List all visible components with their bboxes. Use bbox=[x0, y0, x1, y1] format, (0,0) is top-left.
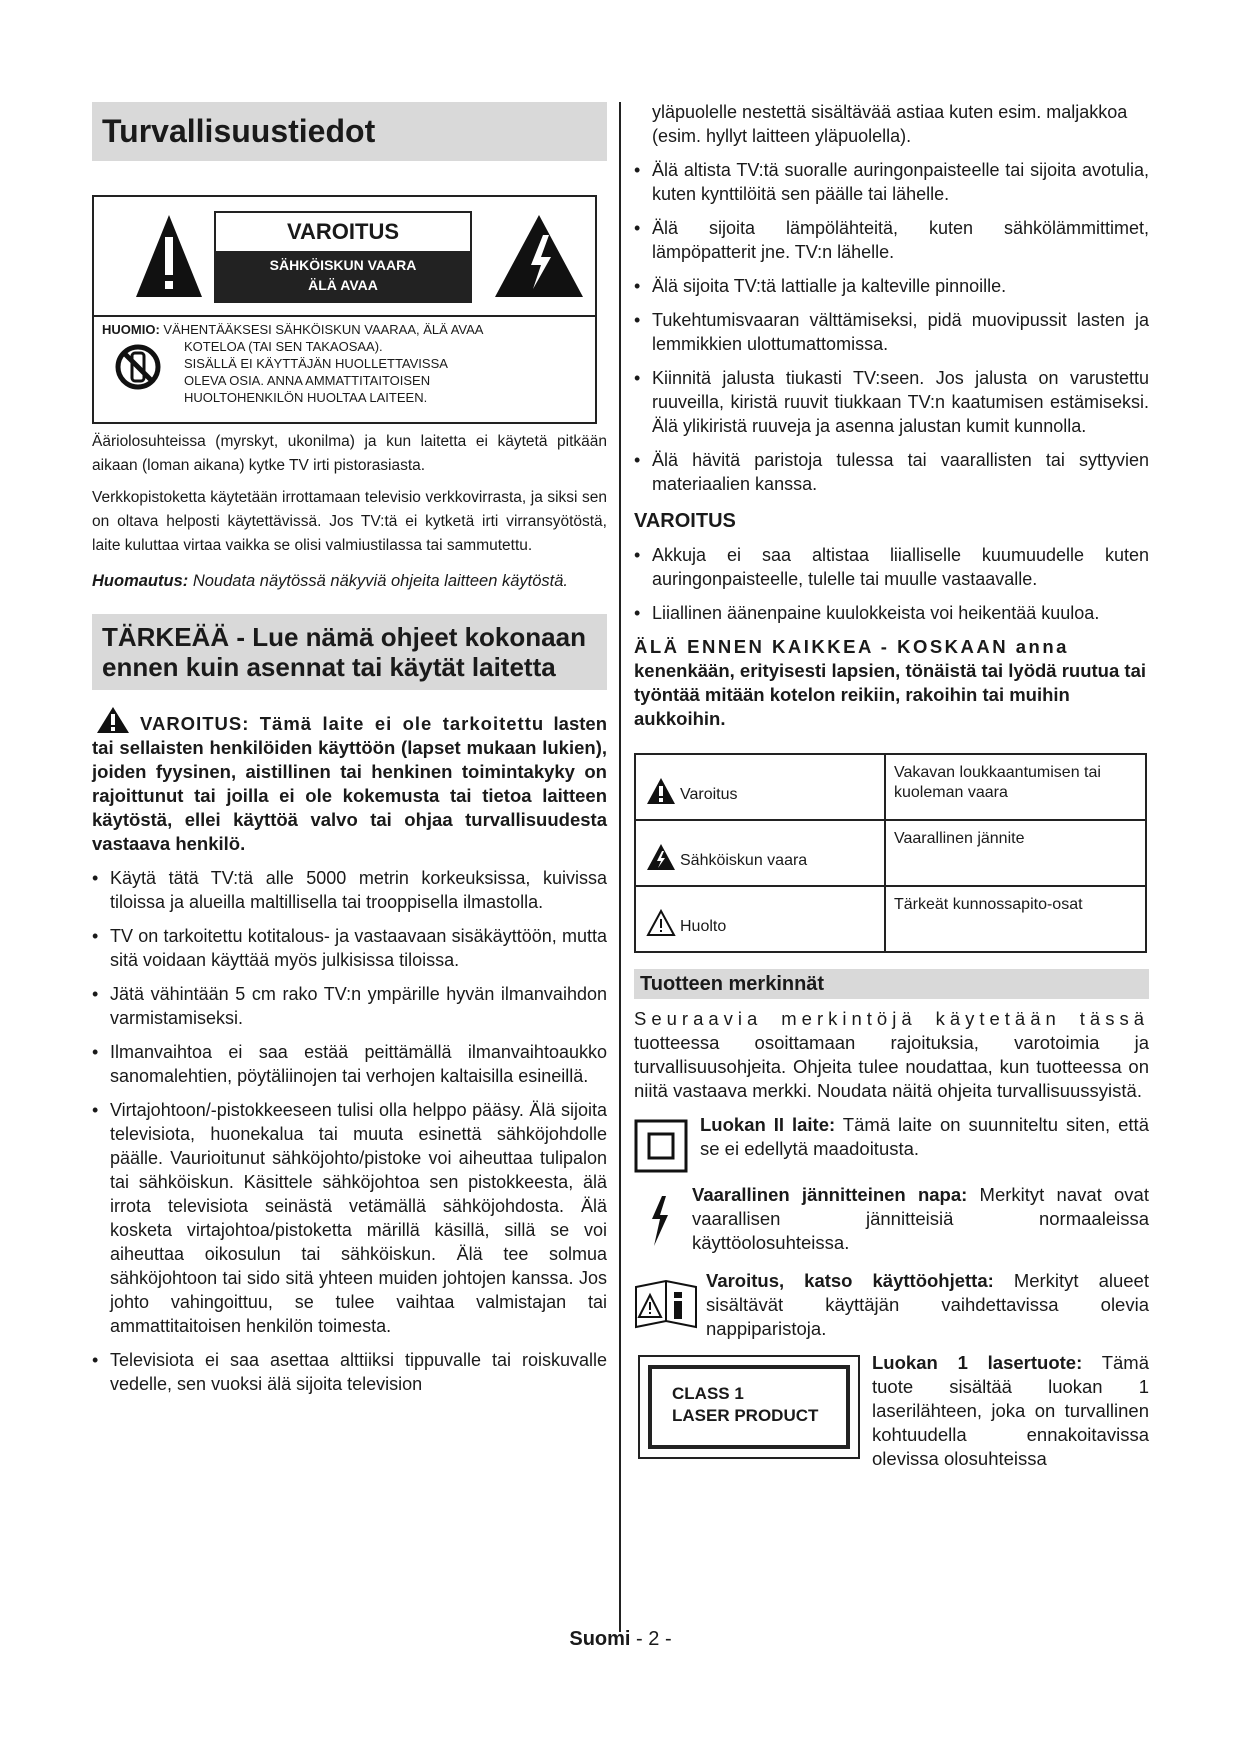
note-lead: Huomautus: bbox=[92, 572, 189, 590]
child-warning bbox=[92, 706, 607, 856]
right-column bbox=[634, 100, 1149, 1481]
continued-text: yläpuolelle nestettä sisältävää astiaa kuten esim. maljakkoa (esim. hyllyt laitteen yläpuolella). bbox=[652, 102, 1128, 146]
symbol-desc: Vaarallinen jännite bbox=[885, 820, 1146, 886]
mark-text bbox=[692, 1183, 1149, 1255]
symbol-cell bbox=[635, 754, 885, 820]
class-label-line2: LASER PRODUCT bbox=[672, 1406, 819, 1425]
huomio-lead: HUOMIO: bbox=[102, 322, 160, 337]
list-item: • Televisiota ei saa asettaa alttiiksi tippuvalle tai roiskuvalle vedelle, sen vuoksi älä sijoita television bbox=[92, 1348, 607, 1396]
mark-body: Merkityt alueet sisältävät käyttäjän vaihdettavissa olevia nappiparistoja. bbox=[706, 1270, 1149, 1339]
symbol-label: Varoitus bbox=[680, 786, 738, 803]
note-text: Noudata näytössä näkyviä ohjeita laitteen käytöstä. bbox=[188, 572, 568, 590]
right-bullet-list bbox=[634, 158, 1149, 496]
column-divider bbox=[619, 102, 621, 1632]
warning-triangle-icon bbox=[646, 777, 676, 805]
symbol-table bbox=[634, 753, 1147, 953]
mark-live-terminal bbox=[634, 1183, 1149, 1261]
table-row bbox=[635, 754, 1146, 820]
list-item: • Älä hävitä paristoja tulessa tai vaarallisten tai syttyvien materiaalien kanssa. bbox=[634, 448, 1149, 496]
list-item: • Ilmanvaihtoa ei saa estää peittämällä ilmanvaihtoaukko sanomalehtien, pöytäliinojen tai verhojen kaltaisilla esineillä. bbox=[92, 1040, 607, 1088]
plate-sub-line1: SÄHKÖISKUN VAARA bbox=[269, 257, 417, 273]
mark-body: Tämä laite on suunniteltu siten, että se ei edellytä maadoitusta. bbox=[700, 1114, 1149, 1159]
left-column bbox=[92, 102, 607, 1396]
symbol-desc: Vakavan loukkaantumisen tai kuoleman vaara bbox=[885, 754, 1146, 820]
never-warning bbox=[634, 635, 1149, 731]
mark-body: Merkityt navat ovat vaarallisen jännitteisiä normaaleissa käyttöolosuhteissa. bbox=[692, 1184, 1149, 1253]
mark-laser bbox=[634, 1351, 1149, 1481]
mark-lead: Vaarallinen jännitteinen napa: bbox=[692, 1184, 968, 1205]
page-title: Turvallisuustiedot bbox=[92, 102, 607, 161]
list-item: • Tukehtumisvaaran välttämiseksi, pidä muovipussit lasten ja lemmikkien ulottumattomissa. bbox=[634, 308, 1149, 356]
huomio-line3: SISÄLLÄ EI KÄYTTÄJÄN HUOLLETTAVISSA bbox=[184, 356, 448, 371]
markings-intro-lead: Seuraavia merkintöjä käytetään tässä bbox=[634, 1008, 1149, 1029]
page-footer bbox=[0, 1628, 1241, 1651]
paragraph-plug: Verkkopistoketta käytetään irrottamaan televisio verkkovirrasta, ja siksi sen on oltava helposti käytettävissä. Jos TV:tä ei kytketä irti virransyötöstä, laite kuluttaa virtaa vaikka se olisi valmiustilassa tai sammutettu. bbox=[92, 489, 607, 554]
list-item: • Älä sijoita lämpölähteitä, kuten sähkölämmittimet, lämpöpatterit jne. TV:n lähelle. bbox=[634, 216, 1149, 264]
symbol-cell bbox=[635, 820, 885, 886]
table-row bbox=[635, 886, 1146, 952]
markings-intro bbox=[634, 1007, 1149, 1103]
plate-subtitle bbox=[216, 251, 470, 301]
never-warning-text: kenenkään, erityisesti lapsien, tönäistä tai lyödä ruutua tai työntää mitään kotelon reikiin, rakoihin tai muihin aukkoihin. bbox=[634, 660, 1147, 729]
mark-text bbox=[872, 1351, 1149, 1471]
varoitus-heading: VAROITUS bbox=[634, 510, 736, 532]
symbol-label: Huolto bbox=[680, 918, 727, 935]
class-ii-double-square-icon bbox=[634, 1119, 688, 1173]
huomio-line4: OLEVA OSIA. ANNA AMMATTITAITOISEN bbox=[184, 373, 431, 388]
child-warning-lead: VAROITUS: Tämä laite ei ole tarkoitettu bbox=[140, 713, 545, 734]
class-1-laser-label bbox=[638, 1355, 860, 1459]
exclamation-warning-icon bbox=[134, 213, 204, 299]
mark-lead: Varoitus, katso käyttöohjetta: bbox=[706, 1270, 994, 1291]
class-label-line1: CLASS 1 bbox=[672, 1384, 744, 1403]
varoitus-plate bbox=[214, 211, 472, 303]
electric-shock-triangle-icon bbox=[646, 843, 676, 871]
plate-sub-line2: ÄLÄ AVAA bbox=[308, 277, 378, 293]
mark-lead: Luokan 1 lasertuote: bbox=[872, 1352, 1083, 1373]
note-paragraph bbox=[92, 570, 607, 592]
list-item: • Akkuja ei saa altistaa liialliselle kuumuudelle kuten auringonpaisteelle, tulelle tai muulle vastaavalle. bbox=[634, 543, 1149, 591]
product-markings-heading: Tuotteen merkinnät bbox=[634, 969, 1149, 999]
list-item: • Virtajohtoon/-pistokkeeseen tulisi olla helppo pääsy. Älä sijoita televisiota, huonekalua tai muuta esinettä sähköjohdolle päälle. Vaurioitunut sähköjohto/pistoke voi aiheuttaa tulipalon tai sähköiskun. Käsittele sähköjohtoa sen pistokkeesta, älä irrota televisiota seinästä vetämällä sähköjohdosta. Älä kosketa virtajohtoa/pistoketta märillä käsillä, sillä se voi aiheuttaa oikosulun tai sähköiskun. Älä tee solmua sähköjohtoon tai sido sitä yhteen muiden johtojen kanssa. Jos johto vahingoittuu, se tulee vaihtaa valmistajan tai ammattitaitoisen henkilön toimesta. bbox=[92, 1098, 607, 1338]
list-item: • TV on tarkoitettu kotitalous- ja vastaavaan sisäkäyttöön, mutta sitä voidaan käyttää myös julkisissa tiloissa. bbox=[92, 924, 607, 972]
huomio-text bbox=[102, 321, 592, 406]
lightning-warning-icon bbox=[493, 213, 585, 299]
list-item: • Käytä tätä TV:tä alle 5000 metrin korkeuksissa, kuivissa tiloissa ja alueilla maltillisella tai trooppisella ilmastolla. bbox=[92, 866, 607, 914]
lightning-bolt-icon bbox=[648, 1195, 672, 1247]
service-triangle-icon bbox=[646, 909, 676, 937]
warning-box bbox=[92, 195, 597, 424]
important-heading: TÄRKEÄÄ - Lue nämä ohjeet kokonaan ennen kuin asennat tai käytät laitetta bbox=[92, 614, 607, 690]
symbol-cell bbox=[635, 886, 885, 952]
footer-language: Suomi bbox=[569, 1628, 631, 1650]
mark-text bbox=[706, 1269, 1149, 1341]
paragraph-storm: Ääriolosuhteissa (myrskyt, ukonilma) ja kun laitetta ei käytetä pitkään aikaan (loman aikana) kytke TV irti pistorasiasta. bbox=[92, 433, 607, 474]
mark-class-ii bbox=[634, 1113, 1149, 1175]
never-warning-lead: ÄLÄ ENNEN KAIKKEA - KOSKAAN anna bbox=[634, 636, 1069, 657]
markings-intro-text: tuotteessa osoittamaan rajoituksia, varotoimia ja turvallisuusohjeita. Ohjeita tulee noudattaa, kun tuotteessa on niitä vastaava merkki. Noudata näitä ohjeita turvallisuussyistä. bbox=[634, 1032, 1149, 1101]
footer-page-number: - 2 - bbox=[630, 1628, 672, 1650]
class-1-laser-inner bbox=[648, 1365, 850, 1449]
warning-triangle-icon bbox=[96, 706, 130, 734]
list-item: • Liiallinen äänenpaine kuulokkeista voi heikentää kuuloa. bbox=[634, 601, 1149, 625]
huomio-line2: KOTELOA (TAI SEN TAKAOSAA). bbox=[184, 339, 383, 354]
left-bullet-list bbox=[92, 866, 607, 1396]
list-item: • Jätä vähintään 5 cm rako TV:n ympärille hyvän ilmanvaihdon varmistamiseksi. bbox=[92, 982, 607, 1030]
table-row bbox=[635, 820, 1146, 886]
warning-divider bbox=[94, 315, 595, 317]
huomio-line5: HUOLTOHENKILÖN HUOLTAA LAITEEN. bbox=[184, 390, 428, 405]
list-item: • Älä altista TV:tä suoralle auringonpaisteelle tai sijoita avotulia, kuten kynttilöitä sen päälle tai lähelle. bbox=[634, 158, 1149, 206]
manual-warning-icon bbox=[634, 1275, 698, 1331]
mark-body: Tämä tuote sisältää luokan 1 laserilähteen, joka on turvallinen kohtuudella ennakoitavissa olevissa olosuhteissa bbox=[872, 1352, 1149, 1469]
do-not-open-icon bbox=[114, 343, 162, 391]
mark-lead: Luokan II laite: bbox=[700, 1114, 836, 1135]
symbol-desc: Tärkeät kunnossapito-osat bbox=[885, 886, 1146, 952]
huomio-line1: VÄHENTÄÄKSESI SÄHKÖISKUN VAARAA, ÄLÄ AVAA bbox=[163, 322, 484, 337]
varoitus-bullet-list bbox=[634, 543, 1149, 625]
mark-text bbox=[700, 1113, 1149, 1161]
plate-title: VAROITUS bbox=[286, 219, 400, 244]
child-warning-text: lasten tai sellaisten henkilöiden käyttöön (lapset mukaan lukien), joiden fyysinen, aistillinen tai henkinen toimintakyky on rajoittunut tai joilla ei ole kokemusta tai tietoa laitteen käytöstä, ellei käyttöä valvo tai ohjaa turvallisuudesta vastaava henkilö. bbox=[92, 713, 608, 854]
symbol-label: Sähköiskun vaara bbox=[680, 852, 808, 869]
mark-see-manual bbox=[634, 1269, 1149, 1347]
list-item: • Älä sijoita TV:tä lattialle ja kalteville pinnoille. bbox=[634, 274, 1149, 298]
list-item: • Kiinnitä jalusta tiukasti TV:seen. Jos jalusta on varustettu ruuveilla, kiristä ruuvit tiukkaan TV:n kaatumisen estämiseksi. Älä ylikiristä ruuveja ja asenna jalustan kumit kunnolla. bbox=[634, 366, 1149, 438]
